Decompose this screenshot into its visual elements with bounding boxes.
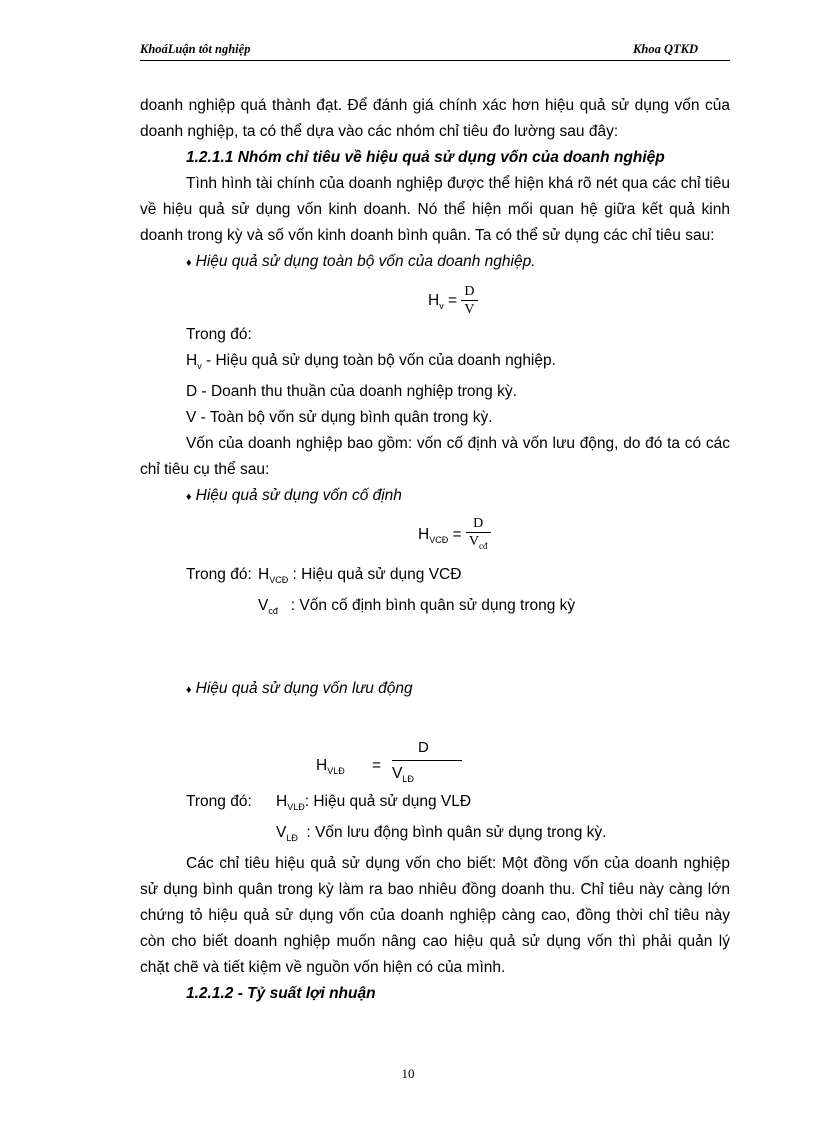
intro-paragraph: doanh nghiệp quá thành đạt. Để đánh giá chính xác hơn hiệu quả sử dụng vốn của doanh nghiệp, ta có thể dựa vào các nhóm chỉ tiêu đo lường sau đây:	[140, 97, 730, 140]
diamond-bullet-icon: ♦	[186, 257, 192, 269]
formula-3-lhs-symbol: H	[316, 757, 328, 775]
definition-6-label: Trong đó:	[186, 793, 252, 811]
formula-3-numerator: D	[418, 739, 429, 757]
definition-7-symbol: V	[276, 824, 287, 842]
bullet-1-text: Hiệu quả sử dụng toàn bộ vốn của doanh nghiệp.	[195, 253, 536, 270]
definition-4-sub: VCĐ	[269, 575, 289, 586]
formula-3	[140, 703, 730, 789]
where-label-1: Trong đó:	[186, 326, 252, 343]
formula-3-lhs	[316, 753, 345, 784]
paragraph-3: Các chỉ tiêu hiệu quả sử dụng vốn cho biết: Một đồng vốn của doanh nghiệp sử dụng bình quân trong kỳ làm ra bao nhiêu đồng doanh thu. Chỉ tiêu này càng lớn chứng tỏ hiệu quả sử dụng vốn của doanh nghiệp càng cao, đồng thời chỉ tiêu này còn cho biết doanh nghiệp muốn nâng cao hiệu quả sử dụng vốn thì phải quản lý chặt chẽ và tiết kiệm về nguồn vốn hiện có của mình.	[140, 855, 730, 977]
formula-3-den-symbol: V	[392, 765, 403, 783]
diamond-bullet-icon: ♦	[186, 684, 192, 697]
definition-6-sub: VLĐ	[287, 802, 305, 813]
definition-2: D - Doanh thu thuần của doanh nghiệp trong kỳ.	[186, 383, 517, 401]
definition-6	[140, 789, 730, 820]
formula-2-denominator	[466, 532, 491, 554]
formula-1	[140, 276, 730, 322]
formula-3-eq: =	[372, 757, 382, 775]
formula-1-eq: =	[448, 292, 458, 310]
paragraph-1: Tình hình tài chính của doanh nghiệp được thể hiện khá rõ nét qua các chỉ tiêu về hiệu quả sử dụng vốn kinh doanh. Nó thể hiện mối quan hệ giữa kết quả kinh doanh trong kỳ và số vốn kinh doanh bình quân. Ta có thể sử dụng các chỉ tiêu sau:	[140, 175, 730, 244]
bullet-3	[140, 676, 730, 703]
formula-2-fraction	[466, 516, 491, 554]
page-body	[140, 93, 730, 1007]
definition-3: V - Toàn bộ vốn sử dụng bình quân trong kỳ.	[186, 409, 493, 427]
definition-6-text: : Hiệu quả sử dụng VLĐ	[304, 793, 472, 811]
definition-4	[140, 562, 730, 593]
formula-3-lhs-sub: VLĐ	[327, 766, 345, 777]
section-heading-1: 1.2.1.1 Nhóm chỉ tiêu về hiệu quả sử dụng vốn của doanh nghiệp	[186, 149, 665, 166]
bullet-2-text: Hiệu quả sử dụng vốn cố định	[195, 487, 402, 505]
bullet-1	[140, 249, 730, 276]
formula-2-numerator: D	[473, 516, 484, 532]
formula-2-lhs-sub: VCĐ	[429, 535, 449, 546]
diamond-bullet-icon: ♦	[186, 491, 192, 504]
formula-3-den-sub: LĐ	[402, 774, 414, 785]
definition-1	[140, 348, 730, 379]
formula-2	[140, 510, 730, 562]
definition-7-sub: LĐ	[286, 833, 298, 844]
definition-5-text: : Vốn cố định bình quân sử dụng trong kỳ	[277, 597, 576, 615]
blank-space	[140, 624, 730, 676]
bullet-3-text: Hiệu quả sử dụng vốn lưu động	[195, 680, 413, 698]
definition-7	[140, 820, 730, 851]
header-right-text: Khoa QTKD	[633, 42, 698, 56]
formula-2-lhs: H	[418, 526, 430, 544]
definition-1-symbol: H	[186, 352, 198, 369]
definition-5-symbol: V	[258, 597, 269, 615]
page-header	[140, 40, 730, 61]
section-heading-2: 1.2.1.2 - Tỷ suất lợi nhuận	[186, 985, 376, 1003]
definition-4-label: Trong đó:	[186, 566, 252, 584]
formula-2-eq: =	[452, 526, 462, 544]
formula-1-fraction	[461, 284, 477, 318]
definition-7-text: : Vốn lưu động bình quân sử dụng trong kỳ.	[297, 824, 607, 842]
formula-1-lhs: H	[428, 292, 440, 310]
paragraph-2: Vốn của doanh nghiệp bao gồm: vốn cố định và vốn lưu động, do đó ta có các chỉ tiêu cụ thể sau:	[140, 435, 730, 479]
formula-1-lhs-sub: v	[439, 301, 444, 312]
definition-5	[140, 593, 730, 624]
definition-4-text: : Hiệu quả sử dụng VCĐ	[288, 566, 462, 584]
formula-3-denominator	[392, 761, 414, 792]
formula-1-numerator: D	[464, 284, 475, 299]
formula-2-den-symbol: V	[468, 534, 480, 550]
page-number: 10	[401, 1066, 415, 1081]
definition-5-sub: cđ	[268, 606, 278, 617]
formula-1-denominator: V	[461, 300, 477, 318]
bullet-2	[140, 483, 730, 510]
definition-1-text: - Hiệu quả sử dụng toàn bộ vốn của doanh nghiệp.	[201, 352, 556, 369]
definition-1-sub: v	[197, 361, 202, 372]
formula-2-den-sub: cđ	[479, 540, 488, 551]
definition-6-symbol: H	[276, 793, 288, 811]
header-left-text: KhoáLuận tôt nghiệp	[140, 42, 251, 56]
definition-4-symbol: H	[258, 566, 270, 584]
